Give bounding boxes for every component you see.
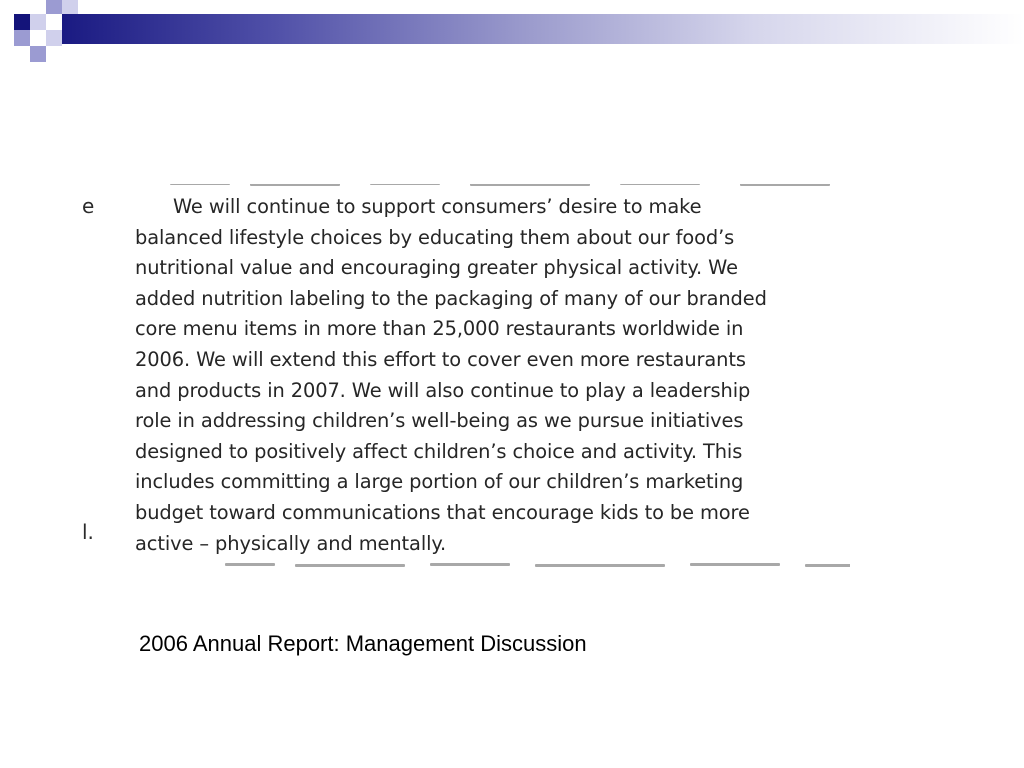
slide-header-decoration — [0, 0, 1024, 64]
decor-square-pale — [30, 14, 46, 30]
decor-square-navy — [14, 14, 30, 30]
margin-fragment-top: e — [82, 194, 95, 218]
slide-caption: 2006 Annual Report: Management Discussion — [139, 631, 587, 656]
decor-square-lavender — [46, 0, 62, 14]
header-gradient-bar — [62, 14, 1024, 44]
margin-fragment-bottom: l. — [82, 520, 94, 544]
decor-square-lavender — [30, 46, 46, 62]
decor-square-pale — [46, 30, 62, 46]
cropped-line-top — [140, 184, 840, 188]
decor-square-pale — [62, 0, 78, 14]
decor-square-lavender — [14, 30, 30, 46]
cropped-line-bottom — [215, 560, 850, 568]
scanned-report-excerpt — [80, 184, 850, 568]
report-paragraph: We will continue to support consumers’ desire to make balanced lifestyle choices by educating them about our food’s nutritional value and encouraging greater physical activity. We added nutrition labeling to the packaging of many of our branded core menu items in more than 25,000 restaurants worldwide in 2006. We will extend this effort to cover even more restaurants and products in 2007. We will also continue to play a leadership role in addressing children’s well-being as we pursue initiatives designed to positively affect children’s choice and activity. This includes committing a large portion of our children’s marketing budget toward communications that encourage kids to be more active – physically and mentally. — [135, 195, 767, 555]
